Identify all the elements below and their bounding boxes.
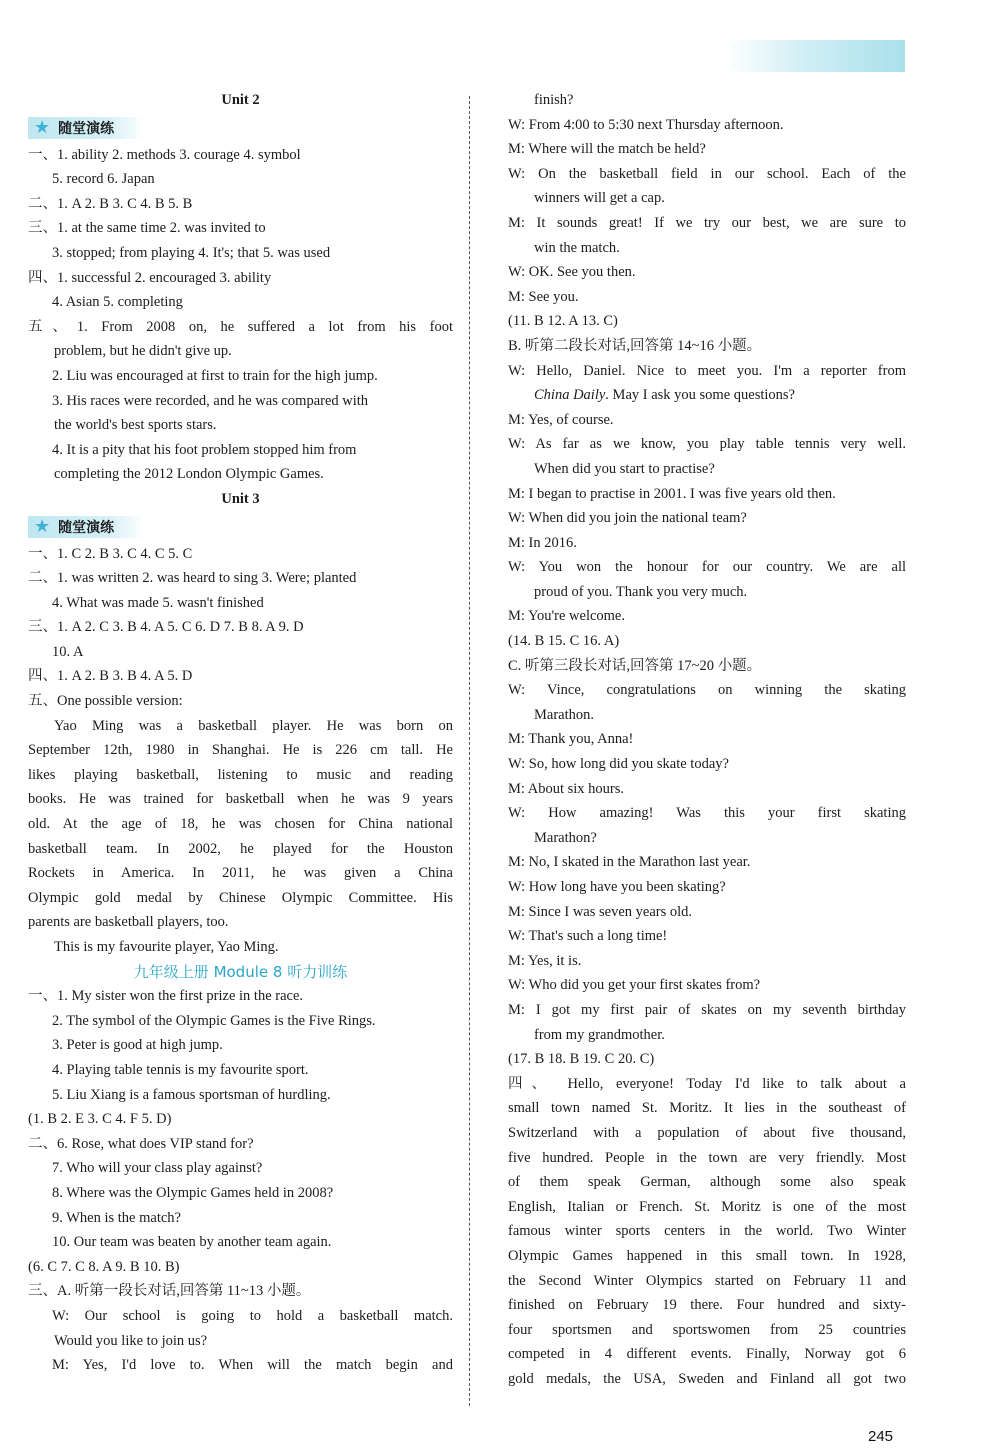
page-number: 245	[868, 1428, 894, 1445]
answer-line: 9. When is the match?	[52, 1209, 181, 1226]
answer-line: 4. Asian 5. completing	[52, 294, 183, 311]
dialogue-line: W: OK. See you then.	[508, 264, 636, 281]
answer-line: completing the 2012 London Olympic Games.	[54, 466, 324, 483]
section-header-practice	[28, 115, 453, 141]
answer-line: 4. It is a pity that his foot problem stopped him from	[52, 441, 357, 458]
essay-line: likes playing basketball, listening to music and reading	[28, 766, 453, 783]
answer-line: (17. B 18. B 19. C 20. C)	[508, 1051, 655, 1068]
answer-line: 4. What was made 5. wasn't finished	[52, 594, 264, 611]
answer-line: 三、A. 听第一段长对话,回答第 11~13 小题。	[28, 1283, 311, 1300]
dialogue-line: from my grandmother.	[534, 1026, 665, 1043]
dialogue-line: win the match.	[534, 239, 620, 256]
dialogue-line: M: No, I skated in the Marathon last year.	[508, 854, 751, 871]
passage-line: four sportsmen and sportswomen from 25 countries	[508, 1321, 906, 1338]
dialogue-line: W: You won the honour for our country. We are all	[508, 559, 906, 576]
passage-line: 四、 Hello, everyone! Today I'd like to talk about a	[508, 1075, 906, 1092]
right-column	[508, 88, 906, 1391]
answer-line: 10. Our team was beaten by another team again.	[52, 1234, 332, 1251]
dialogue-line: Would you like to join us?	[54, 1332, 208, 1349]
answer-line: 3. His races were recorded, and he was compared with	[52, 392, 369, 409]
newspaper-name: China Daily	[534, 387, 606, 404]
dialogue-line: M: It sounds great! If we try our best, we are sure to	[508, 214, 906, 231]
answer-line: 7. Who will your class play against?	[52, 1160, 263, 1177]
section-label: 随堂演练	[58, 519, 115, 536]
header-decoration	[725, 40, 905, 72]
dialogue-line: Marathon.	[534, 706, 594, 723]
answer-line: 8. Where was the Olympic Games held in 2008?	[52, 1184, 334, 1201]
answer-line: the world's best sports stars.	[54, 417, 217, 434]
dialogue-line: M: Yes, of course.	[508, 411, 614, 428]
dialogue-line: When did you start to practise?	[534, 460, 715, 477]
dialogue-line: M: Where will the match be held?	[508, 141, 706, 158]
dialogue-line: W: As far as we know, you play table tennis very well.	[508, 436, 906, 453]
passage-line: Switzerland with a population of about five thousand,	[508, 1124, 906, 1141]
answer-line: (11. B 12. A 13. C)	[508, 313, 618, 330]
dialogue-line: M: In 2016.	[508, 534, 577, 551]
dialogue-line: China Daily. May I ask you some questions?	[534, 387, 795, 404]
dialogue-line: M: See you.	[508, 288, 579, 305]
star-icon: ★	[34, 516, 51, 537]
essay-line: old. At the age of 18, he was chosen for China national	[28, 816, 453, 833]
answer-line: 一、1. ability 2. methods 3. courage 4. symbol	[28, 146, 301, 163]
essay-line: Yao Ming was a basketball player. He was born on	[54, 717, 453, 734]
answer-line: C. 听第三段长对话,回答第 17~20 小题。	[508, 657, 762, 674]
essay-line: Rockets in America. In 2011, he was given a China	[28, 865, 453, 882]
answer-line: 二、1. A 2. B 3. C 4. B 5. B	[28, 195, 193, 212]
answer-line: 3. stopped; from playing 4. It's; that 5. was used	[52, 244, 331, 261]
dialogue-line: W: On the basketball field in our school. Each of the	[508, 165, 906, 182]
dialogue-line: M: Since I was seven years old.	[508, 903, 693, 920]
answer-line: 四、1. A 2. B 3. B 4. A 5. D	[28, 668, 193, 685]
dialogue-line: M: About six hours.	[508, 780, 625, 797]
answer-line: 4. Playing table tennis is my favourite sport.	[52, 1061, 309, 1078]
answer-line: 10. A	[52, 643, 84, 660]
answer-line: 一、1. C 2. B 3. C 4. C 5. C	[28, 545, 193, 562]
essay-line: This is my favourite player, Yao Ming.	[54, 939, 279, 955]
section-header-practice	[28, 514, 453, 540]
dialogue-line: M: I began to practise in 2001. I was five years old then.	[508, 485, 836, 502]
dialogue-line: W: From 4:00 to 5:30 next Thursday afternoon.	[508, 116, 784, 133]
essay-line: parents are basketball players, too.	[28, 914, 229, 931]
passage-line: the Second Winter Olympics started on February 11 and	[508, 1272, 906, 1289]
dialogue-line: W: When did you join the national team?	[508, 510, 747, 527]
answer-line: B. 听第二段长对话,回答第 14~16 小题。	[508, 337, 762, 354]
dialogue-line: M: I got my first pair of skates on my seventh birthday	[508, 1001, 906, 1018]
essay-line: books. He was trained for basketball when he was 9 years	[28, 791, 453, 808]
answer-line: 5. Liu Xiang is a famous sportsman of hurdling.	[52, 1086, 331, 1103]
column-divider	[469, 96, 470, 1406]
dialogue-line: W: Our school is going to hold a basketball match.	[52, 1307, 453, 1324]
answer-line: 五、1. From 2008 on, he suffered a lot from his foot	[28, 318, 453, 335]
answer-line: 3. Peter is good at high jump.	[52, 1037, 223, 1054]
answer-line: 五、One possible version:	[28, 693, 183, 710]
dialogue-line: finish?	[534, 92, 574, 108]
answer-line: 一、1. My sister won the first prize in the race.	[28, 988, 304, 1005]
passage-line: of them speak German, although some also speak	[508, 1174, 906, 1191]
essay-line: Olympic gold medal by Chinese Olympic Committee. His	[28, 889, 453, 906]
dialogue-line: W: Who did you get your first skates from?	[508, 977, 761, 994]
passage-line: Olympic Games happened in this small town. In 1928,	[508, 1247, 906, 1264]
essay-line: September 12th, 1980 in Shanghai. He is 226 cm tall. He	[28, 742, 453, 759]
dialogue-line: M: You're welcome.	[508, 608, 625, 625]
answer-line: 二、6. Rose, what does VIP stand for?	[28, 1135, 254, 1152]
answer-line: (14. B 15. C 16. A)	[508, 633, 620, 650]
star-icon: ★	[34, 117, 51, 139]
dialogue-line: W: How amazing! Was this your first skating	[508, 805, 906, 822]
left-column	[28, 88, 453, 1378]
passage-line: finished on February 19 there. Four hundred and sixty-	[508, 1297, 906, 1314]
passage-line: small town named St. Moritz. It lies in the southeast of	[508, 1100, 906, 1117]
module-title: 九年级上册 Module 8 听力训练	[133, 962, 348, 981]
unit-2-title: Unit 2	[221, 92, 260, 108]
dialogue-line: winners will get a cap.	[534, 190, 665, 207]
dialogue-line: M: Thank you, Anna!	[508, 731, 634, 748]
answer-line: problem, but he didn't give up.	[54, 343, 232, 360]
answer-line: (1. B 2. E 3. C 4. F 5. D)	[28, 1111, 172, 1128]
answer-line: (6. C 7. C 8. A 9. B 10. B)	[28, 1258, 180, 1275]
dialogue-line: W: Vince, congratulations on winning the skating	[508, 682, 906, 699]
dialogue-line: W: How long have you been skating?	[508, 879, 726, 895]
passage-line: famous winter sports centers in the world. Two Winter	[508, 1223, 906, 1240]
dialogue-line: M: Yes, it is.	[508, 952, 582, 969]
answer-line: 2. The symbol of the Olympic Games is the Five Rings.	[52, 1012, 376, 1029]
section-label: 随堂演练	[58, 120, 115, 137]
answer-line: 2. Liu was encouraged at first to train for the high jump.	[52, 367, 378, 384]
answer-line: 5. record 6. Japan	[52, 171, 155, 188]
passage-line: gold medals, the USA, Sweden and Finland all got two	[508, 1370, 906, 1387]
unit-3-title: Unit 3	[221, 490, 260, 507]
passage-line: five hundred. People in the town are very friendly. Most	[508, 1149, 906, 1166]
passage-line: English, Italian or French. St. Moritz is one of the most	[508, 1198, 906, 1215]
answer-line: 二、1. was written 2. was heard to sing 3. Were; planted	[28, 570, 357, 587]
answer-line: 四、1. successful 2. encouraged 3. ability	[28, 269, 272, 286]
dialogue-line: W: That's such a long time!	[508, 928, 668, 945]
essay-line: basketball team. In 2002, he played for the Houston	[28, 840, 453, 857]
answer-line: 三、1. at the same time 2. was invited to	[28, 220, 266, 237]
passage-line: competed in 4 different events. Finally, Norway got 6	[508, 1346, 906, 1363]
answer-line: 三、1. A 2. C 3. B 4. A 5. C 6. D 7. B 8. A 9. D	[28, 619, 304, 636]
dialogue-line: Marathon?	[534, 829, 597, 846]
dialogue-line: proud of you. Thank you very much.	[534, 583, 748, 600]
dialogue-line: M: Yes, I'd love to. When will the match begin and	[52, 1357, 453, 1374]
dialogue-line: W: So, how long did you skate today?	[508, 756, 729, 773]
dialogue-line: W: Hello, Daniel. Nice to meet you. I'm a reporter from	[508, 362, 906, 379]
